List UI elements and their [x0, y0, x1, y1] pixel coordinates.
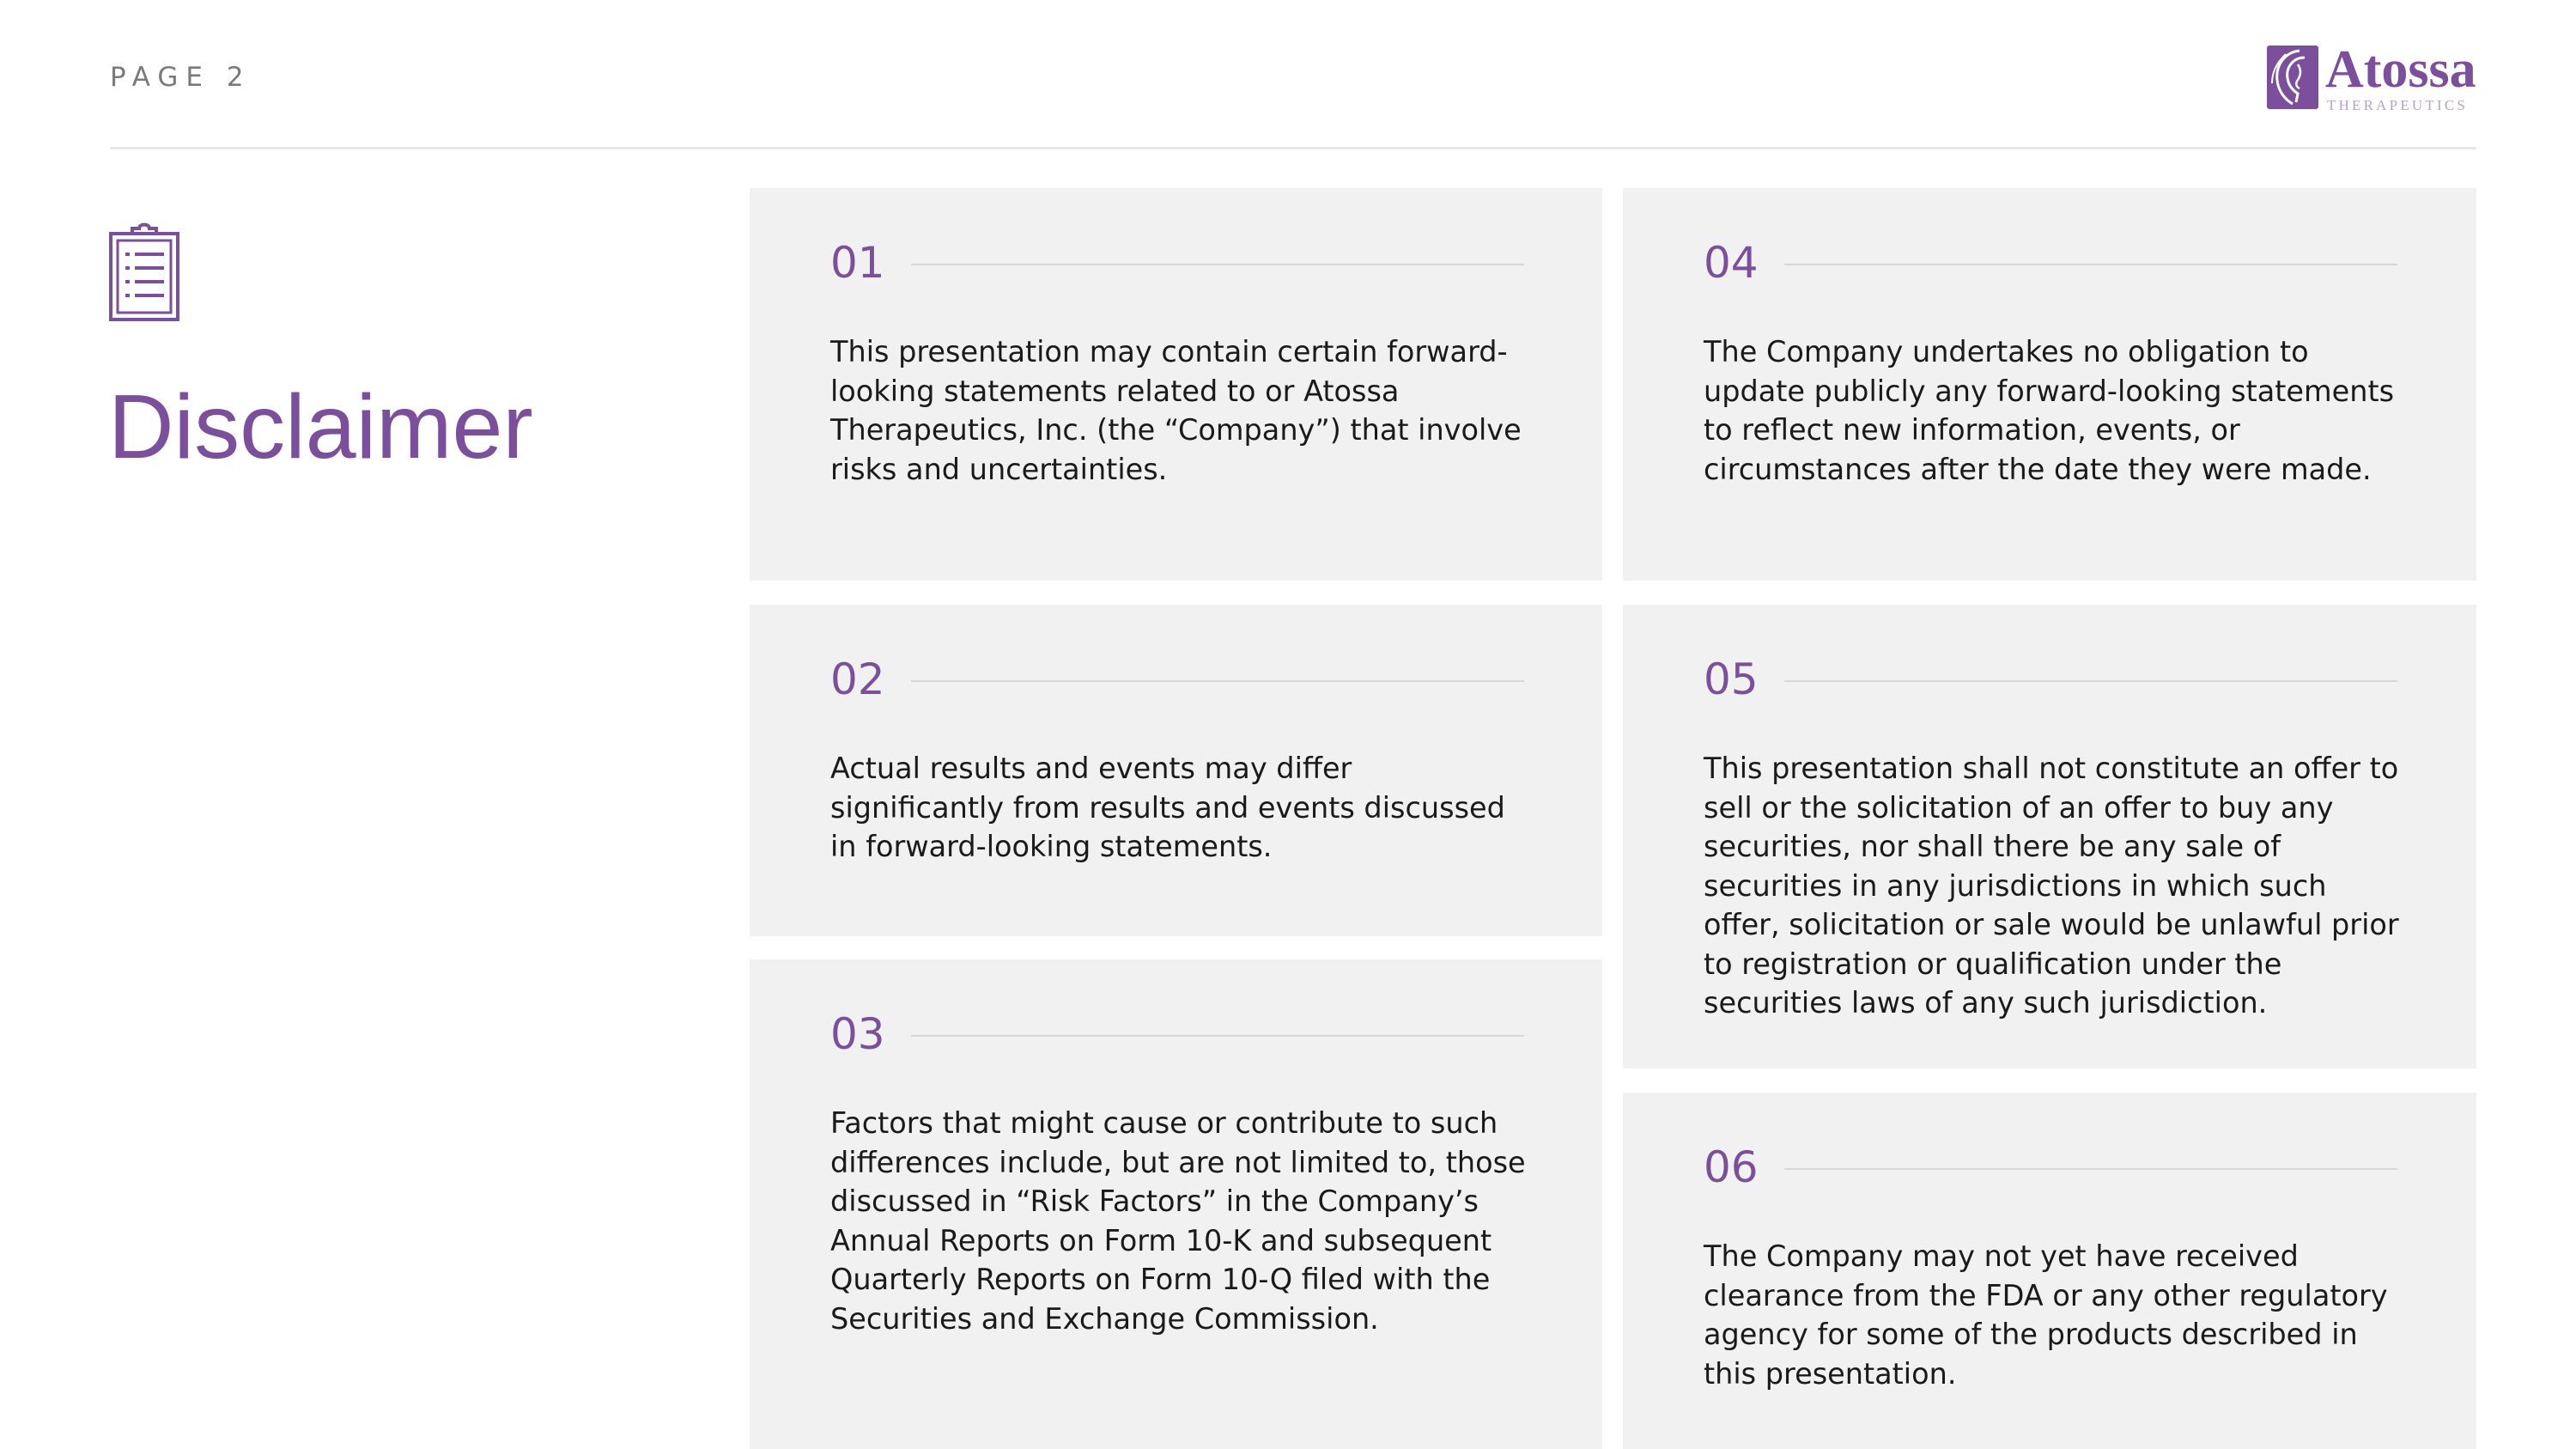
clipboard-list-icon [106, 222, 184, 323]
logo-face-icon [2267, 46, 2318, 109]
header-divider [110, 147, 2476, 149]
atossa-logo [2267, 40, 2476, 113]
disclaimer-card-06 [1623, 1093, 2476, 1449]
card-divider [1784, 680, 2397, 682]
card-text: Factors that might cause or contribute to such differences include, but are not limited to, those discussed in “Risk Factors” in the Company’s Annual Reports on Form 10-K and subsequent Quarterly Reports on Form 10-Q filed with the Securities and Exchange Commission. [830, 1106, 1526, 1336]
card-divider [1784, 264, 2397, 265]
card-text: This presentation shall not constitute an offer to sell or the solicitation of an offer to buy any securities, nor shall there be any sale of securities in any jurisdictions in which such offer, solicitation or sale would be unlawful prior to registration or qualification under the securities laws of any such jurisdiction. [1704, 752, 2399, 1020]
page-label: PAGE 2 [110, 62, 252, 93]
card-divider [911, 1035, 1524, 1037]
card-divider [1784, 1168, 2397, 1170]
card-divider [911, 680, 1524, 682]
card-number: 06 [1704, 1142, 1759, 1192]
disclaimer-card-02 [750, 605, 1602, 936]
disclaimer-card-04 [1623, 188, 2476, 581]
logo-name: Atossa [2325, 40, 2476, 99]
page-title: Disclaimer [108, 376, 533, 478]
card-text: Actual results and events may differ significantly from results and events discussed in forward-looking statements. [830, 752, 1505, 863]
card-text: The Company undertakes no obligation to update publicly any forward-looking statements to reflect new information, events, or circumstances after the date they were made. [1704, 335, 2395, 486]
disclaimer-card-01 [750, 188, 1602, 581]
card-divider [911, 264, 1524, 265]
card-text: This presentation may contain certain forward-looking statements related to or Atossa Therapeutics, Inc. (the “Company”) that involve risks and uncertainties. [830, 335, 1522, 486]
card-number: 01 [830, 238, 885, 288]
disclaimer-card-05 [1623, 605, 2476, 1068]
card-number: 03 [830, 1009, 885, 1059]
disclaimer-card-03 [750, 959, 1602, 1449]
card-number: 02 [830, 654, 885, 704]
card-number: 05 [1704, 654, 1759, 704]
card-number: 04 [1704, 238, 1759, 288]
logo-subtitle: THERAPEUTICS [2327, 96, 2469, 113]
card-text: The Company may not yet have received clearance from the FDA or any other regulatory agency for some of the products described in this presentation. [1704, 1239, 2388, 1391]
